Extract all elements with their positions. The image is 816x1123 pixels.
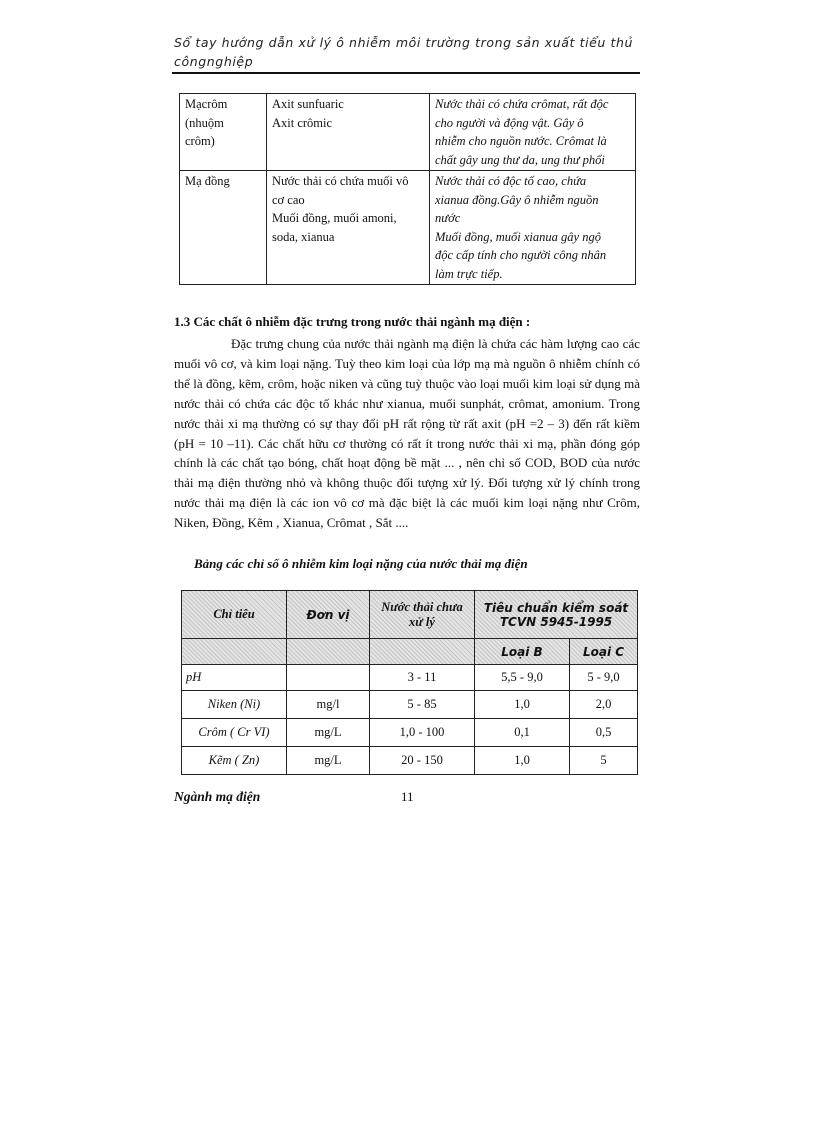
process-line: crôm) [185, 134, 215, 148]
chemicals-line: Muối đồng, muối amoni, [272, 211, 397, 225]
section-paragraph: Đặc trưng chung của nước thải ngành mạ điện là chứa các hàm lượng cao các muối vô cơ, và kim loại nặng. Tuỳ theo kim loại của lớp mạ mà nguồn ô nhiễm chính có thể là đồng, kẽm, crôm, hoặc niken và cũng tuỳ thuộc vào loại muối kim loại sử dụng mà nước thải có chứa các độc tố khác như xianua, muối sunphát, crômat, amonium. Trong nước thải xi mạ thường có sự thay đổi pH rất rộng từ rất axit (pH =2 – 3) đến rất kiềm (pH = 10 –11). Các chất hữu cơ thường có rất ít trong nước thải xi mạ, phần đóng góp chính là các chất tạo bóng, chất hoạt động bề mặt ... , nên chỉ số COD, BOD của nước thải mạ điện thường nhỏ và không thuộc đối tượng xử lý. Đối tượng xử lý chính trong nước thải mạ điện là các ion vô cơ mà đặc biệt là các muối kim loại nặng như Crôm, Niken, Đồng, Kẽm , Xianua, Crômat , Sắt .... [174, 336, 640, 531]
type-c-cell: 5 - 9,0 [570, 665, 638, 691]
header-unit: Đơn vị [287, 591, 370, 639]
impact-line: độc cấp tính cho người công nhân [435, 248, 607, 262]
untreated-cell: 1,0 - 100 [370, 719, 475, 747]
impact-line: xianua đồng.Gây ô nhiễm nguồn [435, 192, 599, 207]
header-indicator: Chỉ tiêu [182, 591, 287, 639]
chemicals-line: Axit sunfuaric [272, 97, 344, 111]
impact-line: cho người và động vật. Gây ô [435, 115, 584, 130]
chemicals-cell [267, 94, 430, 171]
chemicals-line: Nước thải có chứa muối vô [272, 174, 409, 188]
table-row [180, 171, 636, 285]
chemicals-line: soda, xianua [272, 229, 335, 244]
impact-line: Muối đồng, muối xianua gây ngộ [435, 229, 601, 244]
header-spacer [182, 639, 287, 665]
type-b-cell: 1,0 [475, 691, 570, 719]
header-type-b: Loại B [475, 639, 570, 665]
indicator-cell: Niken (Ni) [182, 691, 287, 719]
indicator-cell: pH [182, 665, 287, 691]
type-b-cell: 1,0 [475, 747, 570, 775]
indicator-cell: Kẽm ( Zn) [182, 747, 287, 775]
running-header-line-1: Sổ tay hướng dẫn xử lý ô nhiễm môi trường trong sản xuất tiểu thủ [174, 35, 634, 50]
process-cell [180, 94, 267, 171]
table-row [182, 691, 638, 719]
table-row [182, 747, 638, 775]
untreated-cell: 5 - 85 [370, 691, 475, 719]
type-b-cell: 5,5 - 9,0 [475, 665, 570, 691]
running-header [174, 33, 639, 71]
process-line: Mạcrôm [185, 97, 228, 111]
running-header-line-2: côngnghiệp [174, 54, 254, 69]
plating-process-table [179, 93, 636, 285]
impact-cell [430, 94, 636, 171]
type-c-cell: 0,5 [570, 719, 638, 747]
section-heading: 1.3 Các chất ô nhiễm đặc trưng trong nước thải ngành mạ điện : [174, 314, 531, 329]
header-untreated: Nước thải chưa xử lý [370, 591, 475, 639]
indicator-cell: Crôm ( Cr VI) [182, 719, 287, 747]
impact-line: nhiễm cho nguồn nước. Crômat là [435, 134, 607, 148]
header-standard: Tiêu chuẩn kiểm soát TCVN 5945-1995 [475, 591, 638, 639]
type-b-cell: 0,1 [475, 719, 570, 747]
impact-line: chất gây ung thư da, ung thư phổi [435, 152, 605, 167]
process-cell [180, 171, 267, 285]
impact-line: nước [435, 211, 461, 225]
table-caption: Bảng các chỉ số ô nhiễm kim loại nặng của nước thải mạ điện [194, 556, 528, 571]
unit-cell: mg/l [287, 691, 370, 719]
table-header-row [182, 591, 638, 639]
impact-line: Nước thải có độc tố cao, chứa [435, 174, 587, 188]
unit-cell: mg/L [287, 719, 370, 747]
table-row [182, 665, 638, 691]
chemicals-line: cơ cao [272, 192, 305, 207]
chemicals-line: Axit crômic [272, 115, 333, 130]
header-rule [172, 72, 640, 74]
impact-cell [430, 171, 636, 285]
header-spacer [287, 639, 370, 665]
page-number: 11 [401, 789, 414, 804]
table-row [180, 94, 636, 171]
table-header-row [182, 639, 638, 665]
header-spacer [370, 639, 475, 665]
untreated-cell: 3 - 11 [370, 665, 475, 691]
table-row [182, 719, 638, 747]
heavy-metal-standards-table [181, 590, 638, 775]
type-c-cell: 5 [570, 747, 638, 775]
type-c-cell: 2,0 [570, 691, 638, 719]
process-line: Mạ đồng [185, 174, 230, 188]
untreated-cell: 20 - 150 [370, 747, 475, 775]
process-line: (nhuộm [185, 115, 224, 130]
unit-cell [287, 665, 370, 691]
impact-line: làm trực tiếp. [435, 266, 503, 281]
chemicals-cell [267, 171, 430, 285]
unit-cell: mg/L [287, 747, 370, 775]
running-footer: Ngành mạ điện [174, 789, 261, 804]
impact-line: Nước thải có chứa crômat, rất độc [435, 97, 609, 111]
header-type-c: Loại C [570, 639, 638, 665]
